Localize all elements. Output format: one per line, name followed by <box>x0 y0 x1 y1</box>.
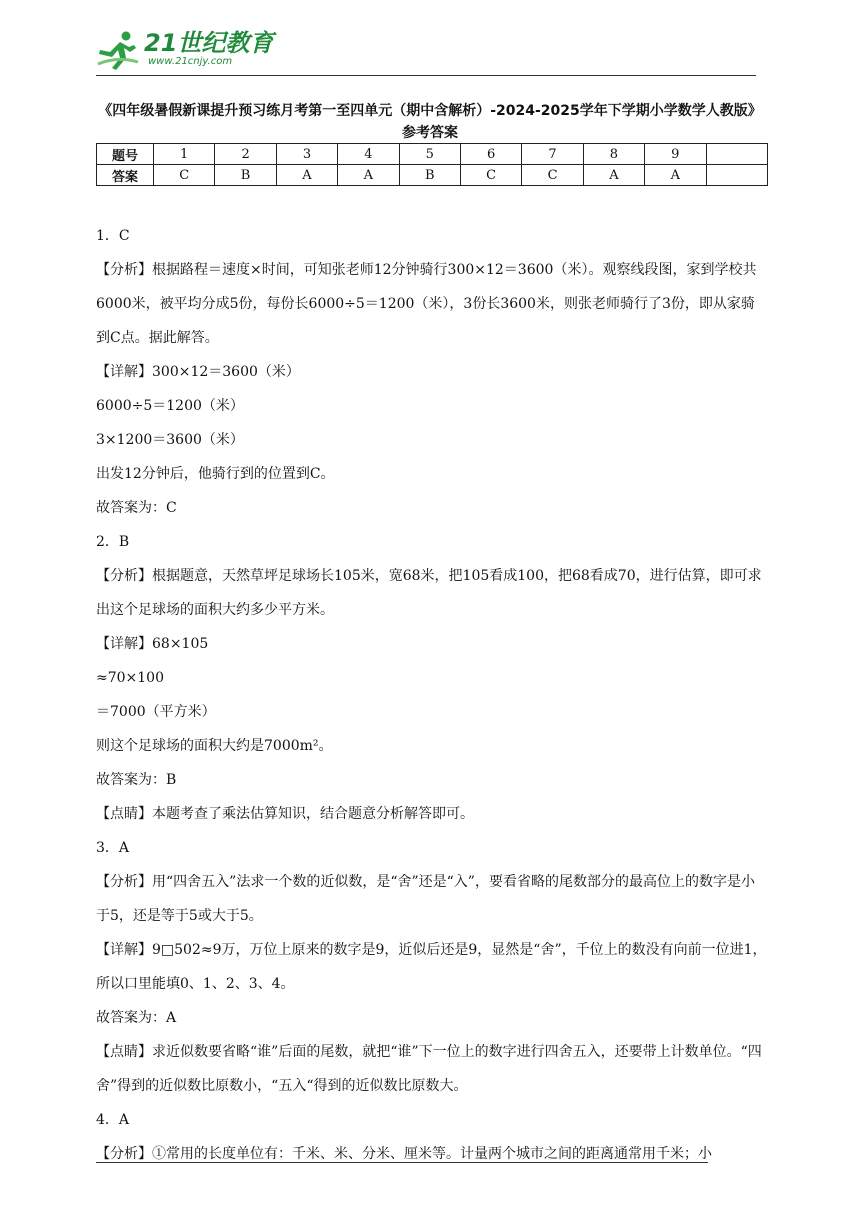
detail-paragraph: 【详解】9□502≈9万，万位上原来的数字是9，近似后还是9，显然是“舍”，千位上的数没有向前一位进1，所以口里能填0、1、2、3、4。 <box>96 942 767 992</box>
table-cell: 6 <box>460 144 521 165</box>
table-cell: 4 <box>338 144 399 165</box>
footer-divider <box>96 1162 708 1163</box>
table-cell: 9 <box>645 144 706 165</box>
detail-paragraph: 【详解】300×12＝3600（米） <box>96 364 300 380</box>
answer-line: 故答案为：B <box>96 772 177 788</box>
table-row-answers <box>97 165 768 186</box>
header-divider <box>96 75 756 76</box>
table-cell: 1 <box>154 144 215 165</box>
page-header <box>96 30 756 78</box>
table-row-numbers <box>97 144 768 165</box>
answer-line: 故答案为：C <box>96 500 177 516</box>
table-cell: C <box>522 165 583 186</box>
logo-title: 21世纪教育 <box>144 29 274 57</box>
table-cell <box>706 165 767 186</box>
comment-paragraph: 【点睛】求近似数要省略“谁”后面的尾数，就把“谁”下一位上的数字进行四舍五入，还要带上计数单位。“四舍”得到的近似数比原数小，“五入“得到的近似数比原数大。 <box>96 1044 762 1094</box>
logo <box>96 30 273 76</box>
table-cell: 5 <box>399 144 460 165</box>
analysis-paragraph: 【分析】根据题意，天然草坪足球场长105米，宽68米，把105看成100，把68看成70，进行估算，即可求出这个足球场的面积大约多少平方米。 <box>96 568 762 618</box>
table-cell <box>706 144 767 165</box>
solution-content <box>96 219 768 1171</box>
detail-line: 出发12分钟后，他骑行到的位置到C。 <box>96 466 335 482</box>
table-cell: C <box>460 165 521 186</box>
answer-table <box>96 143 768 186</box>
detail-line: 则这个足球场的面积大约是7000m²。 <box>96 738 333 754</box>
detail-line: 6000÷5＝1200（米） <box>96 398 244 414</box>
detail-line: ＝7000（平方米） <box>96 704 216 720</box>
document-title: 《四年级暑假新课提升预习练月考第一至四单元（期中含解析）-2024-2025学年下学期小学数学人教版》参考答案 <box>98 103 762 141</box>
table-cell: 7 <box>522 144 583 165</box>
table-cell: A <box>583 165 644 186</box>
table-cell: A <box>645 165 706 186</box>
question-number: 4．A <box>96 1112 130 1128</box>
table-cell: C <box>154 165 215 186</box>
runner-logo-icon <box>96 30 140 72</box>
table-cell: 2 <box>215 144 276 165</box>
analysis-paragraph: 【分析】①常用的长度单位有：千米、米、分米、厘米等。计量两个城市之间的距离通常用千米；小 <box>96 1146 712 1162</box>
table-cell: A <box>338 165 399 186</box>
table-cell: 3 <box>276 144 337 165</box>
detail-line: 3×1200＝3600（米） <box>96 432 244 448</box>
question-number: 3．A <box>96 840 130 856</box>
detail-line: ≈70×100 <box>96 670 164 686</box>
analysis-paragraph: 【分析】用“四舍五入”法求一个数的近似数，是“舍”还是“入”，要看省略的尾数部分的最高位上的数字是小于5，还是等于5或大于5。 <box>96 874 755 924</box>
table-cell: B <box>399 165 460 186</box>
answer-line: 故答案为：A <box>96 1010 177 1026</box>
row-label-number: 题号 <box>97 144 154 165</box>
detail-paragraph: 【详解】68×105 <box>96 636 209 652</box>
table-cell: 8 <box>583 144 644 165</box>
analysis-paragraph: 【分析】根据路程＝速度×时间，可知张老师12分钟骑行300×12＝3600（米）。观察线段图，家到学校共6000米，被平均分成5份，每份长6000÷5＝1200（米），3份长3600米，则张老师骑行了3份，即从家骑到C点。据此解答。 <box>96 262 757 346</box>
question-number: 1．C <box>96 228 130 244</box>
comment-paragraph: 【点睛】本题考查了乘法估算知识，结合题意分析解答即可。 <box>96 806 474 822</box>
question-number: 2．B <box>96 534 130 550</box>
table-cell: A <box>276 165 337 186</box>
row-label-answer: 答案 <box>97 165 154 186</box>
logo-url: www.21cnjy.com <box>148 56 233 67</box>
table-cell: B <box>215 165 276 186</box>
